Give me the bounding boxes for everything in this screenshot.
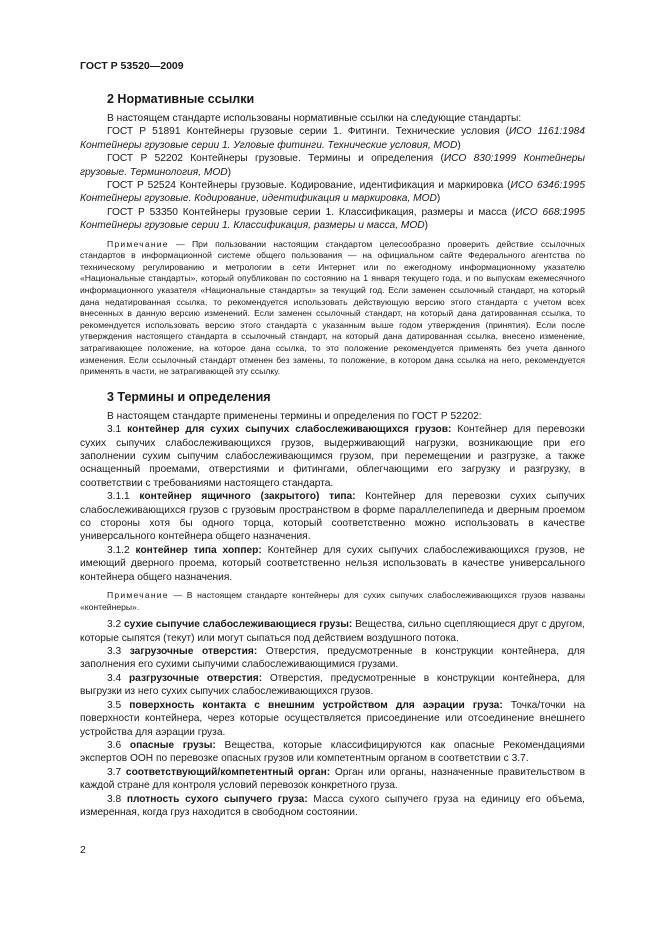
document-code-header: ГОСТ Р 53520—2009 — [80, 60, 184, 72]
term-definition: 3.3 загрузочные отверстия: Отверстия, предусмотренные в конструкции контейнера, для заполнения его сухими сыпучими слабослеживающимися грузами. — [80, 646, 586, 671]
term-definition: 3.5 поверхность контакта с внешним устройством для аэрации груза: Точка/точки на поверхности контейнера, через которые осуществляется присоединение или отсоединение внешнего устройства для аэрации груза. — [80, 699, 585, 738]
term-definition: 3.1.2 контейнер типа хоппер: Контейнер для сухих сыпучих слабослеживающихся грузов, не имеющий дверного проема, который соответственно нельзя использовать в качестве универсального контейнера общего назначения. — [80, 544, 585, 583]
section-2-title: 2 Нормативные ссылки — [107, 92, 255, 106]
reference-item: ГОСТ Р 52524 Контейнеры грузовые. Кодирование, идентификация и маркировка (ИСО 6346:1995 Контейнеры грузовые. Кодирование, идентификация и маркировка, MOD) — [80, 180, 585, 205]
section-3-note: Примечание — В настоящем стандарте контейнеры для сухих сыпучих слабослеживающихся грузов названы «контейнеры». — [80, 590, 585, 612]
term-definition: 3.8 плотность сухого сыпучего груза: Масса сухого сыпучего груза на единицу его объема, измеренная, когда груз находится в свободном состоянии. — [80, 793, 585, 818]
term-definition: 3.7 соответствующий/компетентный орган: Орган или органы, назначенные правительством в каждой стране для контроля условий перевозок конкретного груза. — [80, 766, 585, 792]
term-definition: 3.4 разгрузочные отверстия: Отверстия, предусмотренные в конструкции контейнера, для выгрузки из него сухих сыпучих слабослеживающихся грузов. — [80, 672, 586, 698]
term-definition: 3.1.1 контейнер ящичного (закрытого) типа: Контейнер для перевозки сухих сыпучих слабослеживающихся грузов с грузовым пространством в форме параллелепипеда и дверным проемом со стороны хотя бы одного торца, который соответственно можно использовать в качестве универсального контейнера общего назначения. — [80, 491, 585, 543]
page-number: 2 — [80, 844, 86, 856]
reference-item: ГОСТ Р 51891 Контейнеры грузовые серии 1. Фитинги. Технические условия (ИСО 1161:1984 Контейнеры грузовые серии 1. Угловые фитинги. Технические условия, MOD) — [80, 126, 585, 151]
term-definition: 3.6 опасные грузы: Вещества, которые классифицируются как опасные Рекомендациями экспертов ООН по перевозке опасных грузов или компетентным органом в соответствии с 3.7. — [80, 739, 586, 765]
section-3-intro: В настоящем стандарте применены термины и определения по ГОСТ Р 52202: — [107, 410, 482, 422]
page-content — [80, 92, 585, 819]
term-definition: 3.2 сухие сыпучие слабослеживающиеся грузы: Вещества, сильно сцепляющиеся друг с другом, которые сыпятся (текут) или могут сыпаться под действием воздушного потока. — [80, 619, 585, 644]
section-2-intro: В настоящем стандарте использованы нормативные ссылки на следующие стандарты: — [107, 113, 522, 124]
term-definition: 3.1 контейнер для сухих сыпучих слабослеживающихся грузов: Контейнер для перевозки сухих сыпучих слабослеживающихся грузов, выдерживающий нагрузки, возникающие при его заполнении сухим сыпучим слабослеживающимся грузом, при перемещении и разгрузке, а также оснащенный проемами, отверстиями и фитингами, облегчающими его загрузку и разгрузку, в соответствии с требованиями настоящего стандарта. — [80, 424, 586, 489]
reference-item: ГОСТ Р 53350 Контейнеры грузовые серии 1. Классификация, размеры и масса (ИСО 668:1995 Контейнеры грузовые серии 1. Классификация, размеры и масса, MOD) — [80, 206, 586, 232]
section-2-note: Примечание — При пользовании настоящим стандартом целесообразно проверить действие ссылочных стандартов в информационной системе общего пользования — на официальном сайте Федерального агентства по техническому регулированию и метрологии в сети Интернет или по ежегодному информационному указателю «Национальные стандарты», который опубликован по состоянию на 1 января текущего года, и по выпускам ежемесячного информационного указателя «Национальные стандарты» за текущий год. Если заменен ссылочный стандарт, на который дана недатированная ссылка, то рекомендуется использовать действующую версию этого стандарта с учетом всех внесенных в данную версию изменений. Если заменен ссылочный стандарт, на который дана датированная ссылка, то рекомендуется использовать версию этого стандарта с указанным выше годом утверждения (принятия). Если после утверждения настоящего стандарта в ссылочный стандарт, на который дана датированная ссылка, внесено изменение, затрагивающее положение, на которое дана ссылка, то это положение рекомендуется применять без учета данного изменения. Если ссылочный стандарт отменен без замены, то положение, в котором дана ссылка на него, рекомендуется применять в части, не затрагивающей эту ссылку. — [80, 238, 585, 377]
section-3-title: 3 Термины и определения — [107, 389, 271, 404]
reference-item: ГОСТ Р 52202 Контейнеры грузовые. Термины и определения (ИСО 830:1999 Контейнеры грузовые. Терминология, MOD) — [80, 153, 585, 178]
